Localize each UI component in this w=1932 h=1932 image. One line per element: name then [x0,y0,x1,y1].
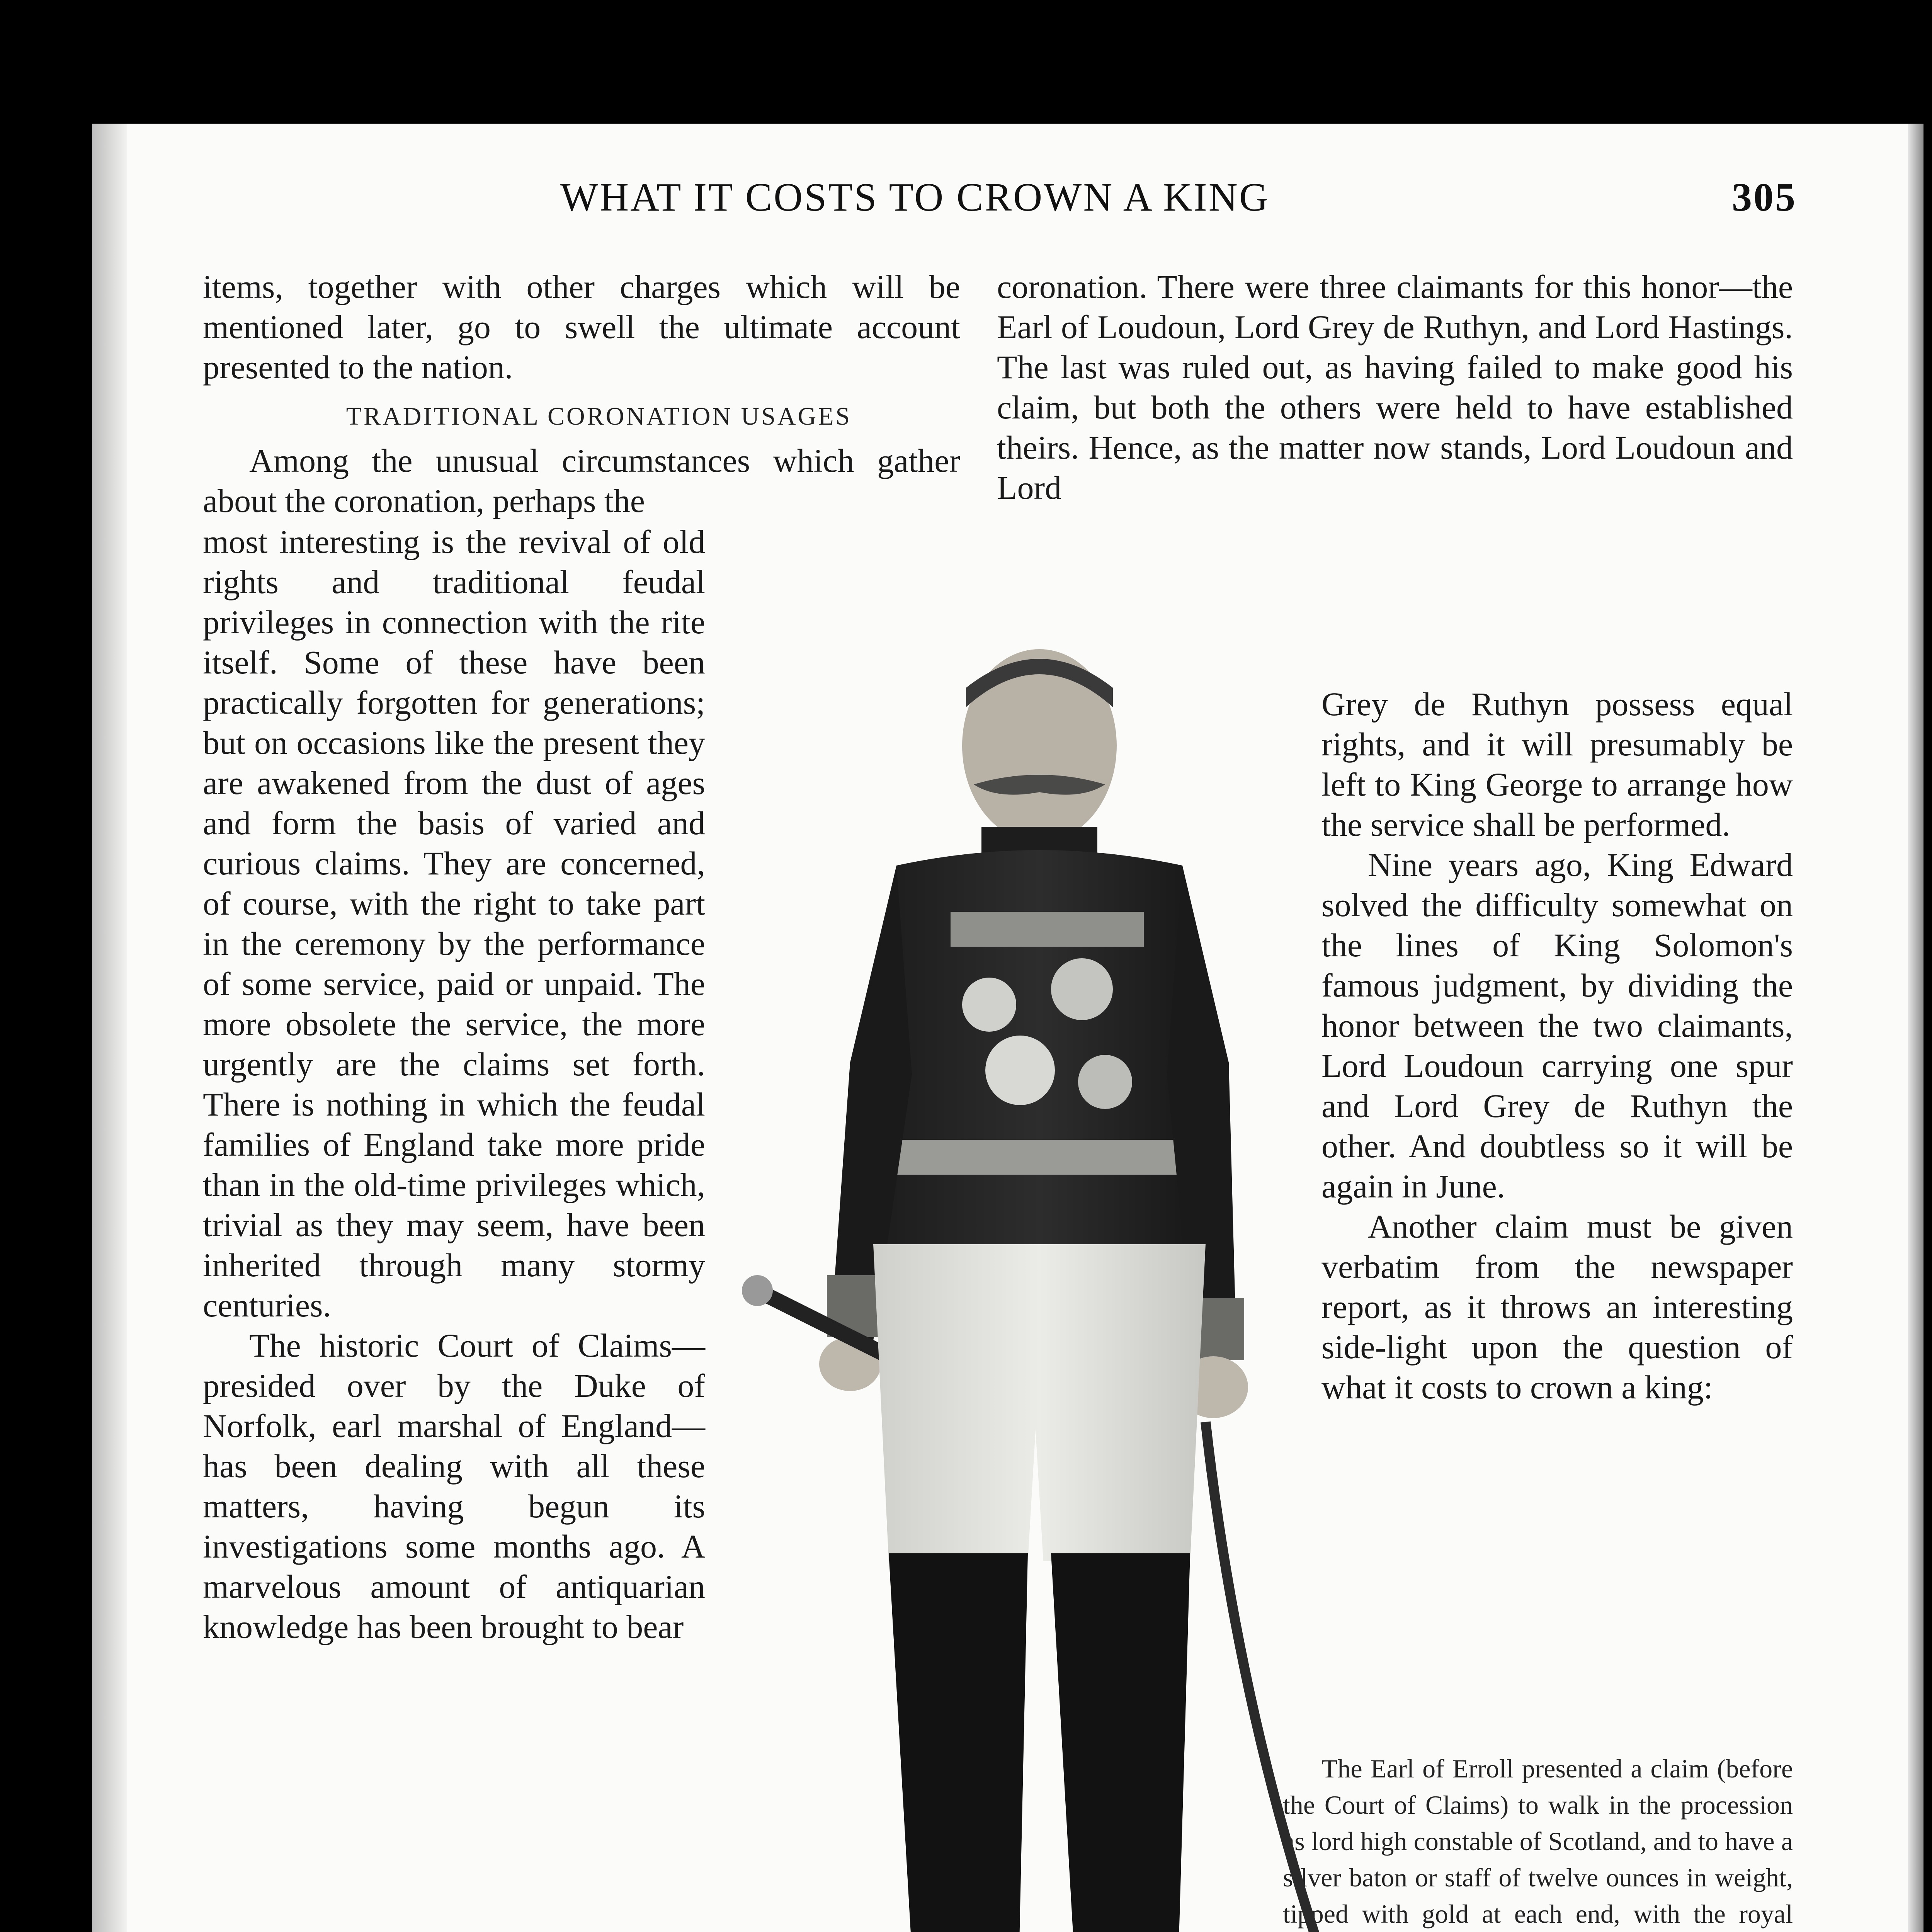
quote-para-1: The Earl of Erroll presented a claim (before the Court of Claims) to walk in the procession as lord high constable of Scotland, and to have a silver baton or staff of twelve ounces in weight, tipped with gold at each end, with the royal [1283,1754,1793,1929]
right-narrow-2: Nine years ago, King Edward solved the difficulty somewhat on the lines of King Solomon's famous judgment, by dividing the honor between the two claimants, Lord Loudoun carrying one spur and Lord Grey de Ruthyn the other. And doubtless so it will be again in June. [1321,846,1793,1205]
right-top-wide-text: coronation. There were three claimants for this honor—the Earl of Loudoun, Lord Grey de Ruthyn, and Lord Hastings. The last was ruled out, as having failed to make good his claim, but both the others were held to have established theirs. Hence, as the matter now stands, Lord Loudoun and Lord [997,268,1793,506]
para1-narrow-text: most interesting is the revival of old rights and traditional feudal privileges in connection with the rite itself. Some of these have been practically forgotten for generations; but on occasions like the present they are awakened from the dust of ages and form the basis of varied and curious claims. They are concerned, of course, with the right to take part in the ceremony by the performance of some service, paid or unpaid. The more obsolete the service, the more urgently are the claims set forth. There is nothing in which the feudal families of England take more pride than in the old-time privileges which, trivial as they may seem, have been inherited through many stormy centuries. [203,523,705,1324]
right-column-top [997,267,1793,508]
running-header [560,170,1797,224]
page-gutter-left [92,124,127,1932]
right-column-narrow [1321,684,1793,1407]
section-subhead: TRADITIONAL CORONATION USAGES [346,402,852,430]
right-narrow-3: Another claim must be given verbatim from the newspaper report, as it throws an interesting side-light upon the question of what it costs to crown a king: [1321,1208,1793,1406]
page-edge-right [1908,124,1923,1932]
header-title: WHAT IT COSTS TO CROWN A KING [560,175,1270,219]
right-narrow-1: Grey de Ruthyn possess equal rights, and it will presumably be left to King George to arrange how the service shall be performed. [1321,685,1793,843]
kitchener-photograph [734,618,1352,1932]
para2-text: The historic Court of Claims—presided over by the Duke of Norfolk, earl marshal of England—has been dealing with all these matters, having begun its investigations some months ago. A marvelous amount of antiquarian knowledge has been brought to bear [203,1327,705,1645]
newspaper-quote [1283,1750,1793,1932]
left-column-narrow [203,522,705,1647]
left-column-para1-wide [203,440,960,521]
left-top-paragraph: items, together with other charges which will be mentioned later, go to swell the ultimate account presented to the nation. [203,268,960,386]
page-number: 305 [1732,175,1797,219]
left-column-top [203,267,960,387]
para1-wide-text: Among the unusual circumstances which gather about the coronation, perhaps the [203,442,960,519]
